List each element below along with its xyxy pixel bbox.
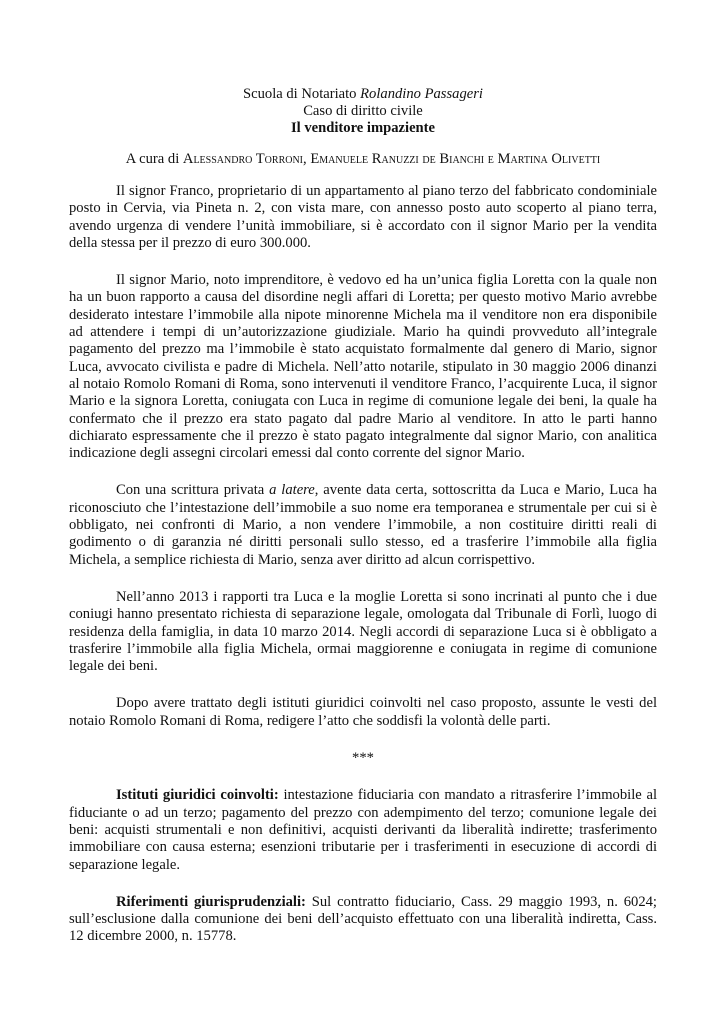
istituti-heading: Istituti giuridici coinvolti: xyxy=(116,787,279,804)
document-header xyxy=(70,86,656,137)
paragraph-4: Nell’anno 2013 i rapporti tra Luca e la moglie Loretta si sono incrinati al punto che i due coniugi hanno presentato richiesta di separazione legale, omologata dal Tribunale di Forlì, luogo di residenza della famiglia, in data 10 marzo 2014. Negli accordi di separazione Luca si è obbligato a trasferire l’immobile alla figlia Michela, ormai maggiorenne e coniugata in regime di comunione legale dei beni. xyxy=(69,588,657,675)
case-title: Il venditore impaziente xyxy=(290,120,436,136)
author-1: Alessandro Torroni xyxy=(182,151,304,167)
paragraph-1: Il signor Franco, proprietario di un appartamento al piano terzo del fabbricato condominiale posto in Cervia, via Pineta n. 2, con vista mare, con annesso posto auto scoperto al piano terra, avendo urgenza di vendere l’unità immobiliare, si è accordato con il signor Mario per la vendita della stessa per il prezzo di euro 300.000. xyxy=(69,183,657,251)
author-2: Emanuele Ranuzzi de Bianchi e xyxy=(310,151,494,167)
paragraph-3: Con una scrittura privata a latere, avente data certa, sottoscritta da Luca e Mario, Luca ha riconosciuto che l’intestazione dell’immobile a suo nome era temporanea e strumentale per cui si è obbligato, nei confronti di Mario, a non vendere l’immobile, a non costituire diritti reali di godimento o di garanzia né diritti personali sullo stesso, ed a trasferire l’immobile alla figlia Michela, a semplice richiesta di Mario, senza aver diritto ad alcun corrispettivo. xyxy=(69,482,658,568)
school-line: Scuola di Notariato Rolandino Passageri xyxy=(243,86,483,102)
riferimenti-heading: Riferimenti giurisprudenziali: xyxy=(116,893,306,910)
document-body xyxy=(69,183,657,966)
paragraph-5: Dopo avere trattato degli istituti giuridici coinvolti nel caso proposto, assunte le vesti del notaio Romolo Romani di Roma, redigere l’atto che soddisfi la volontà delle parti. xyxy=(69,695,657,729)
paragraph-istituti: Istituti giuridici coinvolti: intestazione fiduciaria con mandato a ritrasferire l’immobile al fiduciante o ad un terzo; pagamento del prezzo con adempimento del terzo; comunione legale dei beni: acquisti strumentali e non definitivi, acquisti derivanti da liberalità indirette; trasferimento immobiliare con causa esterna; esenzioni tributarie per i trasferimenti in esecuzione di accordi di separazione legale. xyxy=(69,787,657,873)
paragraph-riferimenti: Riferimenti giurisprudenziali: Sul contratto fiduciario, Cass. 29 maggio 1993, n. 6024; sull’esclusione dalla comunione dei beni dell’acquisto effettuato con una liberalità indiretta, Cass. 12 dicembre 2000, n. 15778. xyxy=(69,893,657,945)
paragraph-2: Il signor Mario, noto imprenditore, è vedovo ed ha un’unica figlia Loretta con la quale non ha un buon rapporto a causa del disordine negli affari di Loretta; per questo motivo Mario avrebbe desiderato intestare l’immobile alla nipote minorenne Michela ma il venditore non era disponibile ad attendere i tempi di un’autorizzazione giudiziale. Mario ha quindi provveduto all’integrale pagamento del prezzo ma l’immobile è stato acquistato formalmente dal genero di Mario, signor Luca, avvocato civilista e padre di Michela. Nell’atto notarile, stipulato in 30 maggio 2006 dinanzi al notaio Romolo Romani di Roma, sono intervenuti il venditore Franco, l’acquirente Luca, il signor Mario e la signora Loretta, coniugata con Luca in regime di comunione legale dei beni, la quale ha confermato che il prezzo era stato pagato dal padre Mario al venditore. In atto le parti hanno dichiarato espressamente che il prezzo è stato pagato integralmente dal signor Mario, con analitica indicazione degli assegni circolari emessi dal conto corrente del signor Mario. xyxy=(69,272,657,462)
section-separator: *** xyxy=(352,750,374,767)
school-name: Rolandino Passageri xyxy=(360,86,483,102)
case-type: Caso di diritto civile xyxy=(303,103,423,119)
author-3: Martina Olivetti xyxy=(497,151,601,167)
authors-line: A cura di Alessandro Torroni, Emanuele Ranuzzi de Bianchi e Martina Olivetti xyxy=(125,151,601,167)
